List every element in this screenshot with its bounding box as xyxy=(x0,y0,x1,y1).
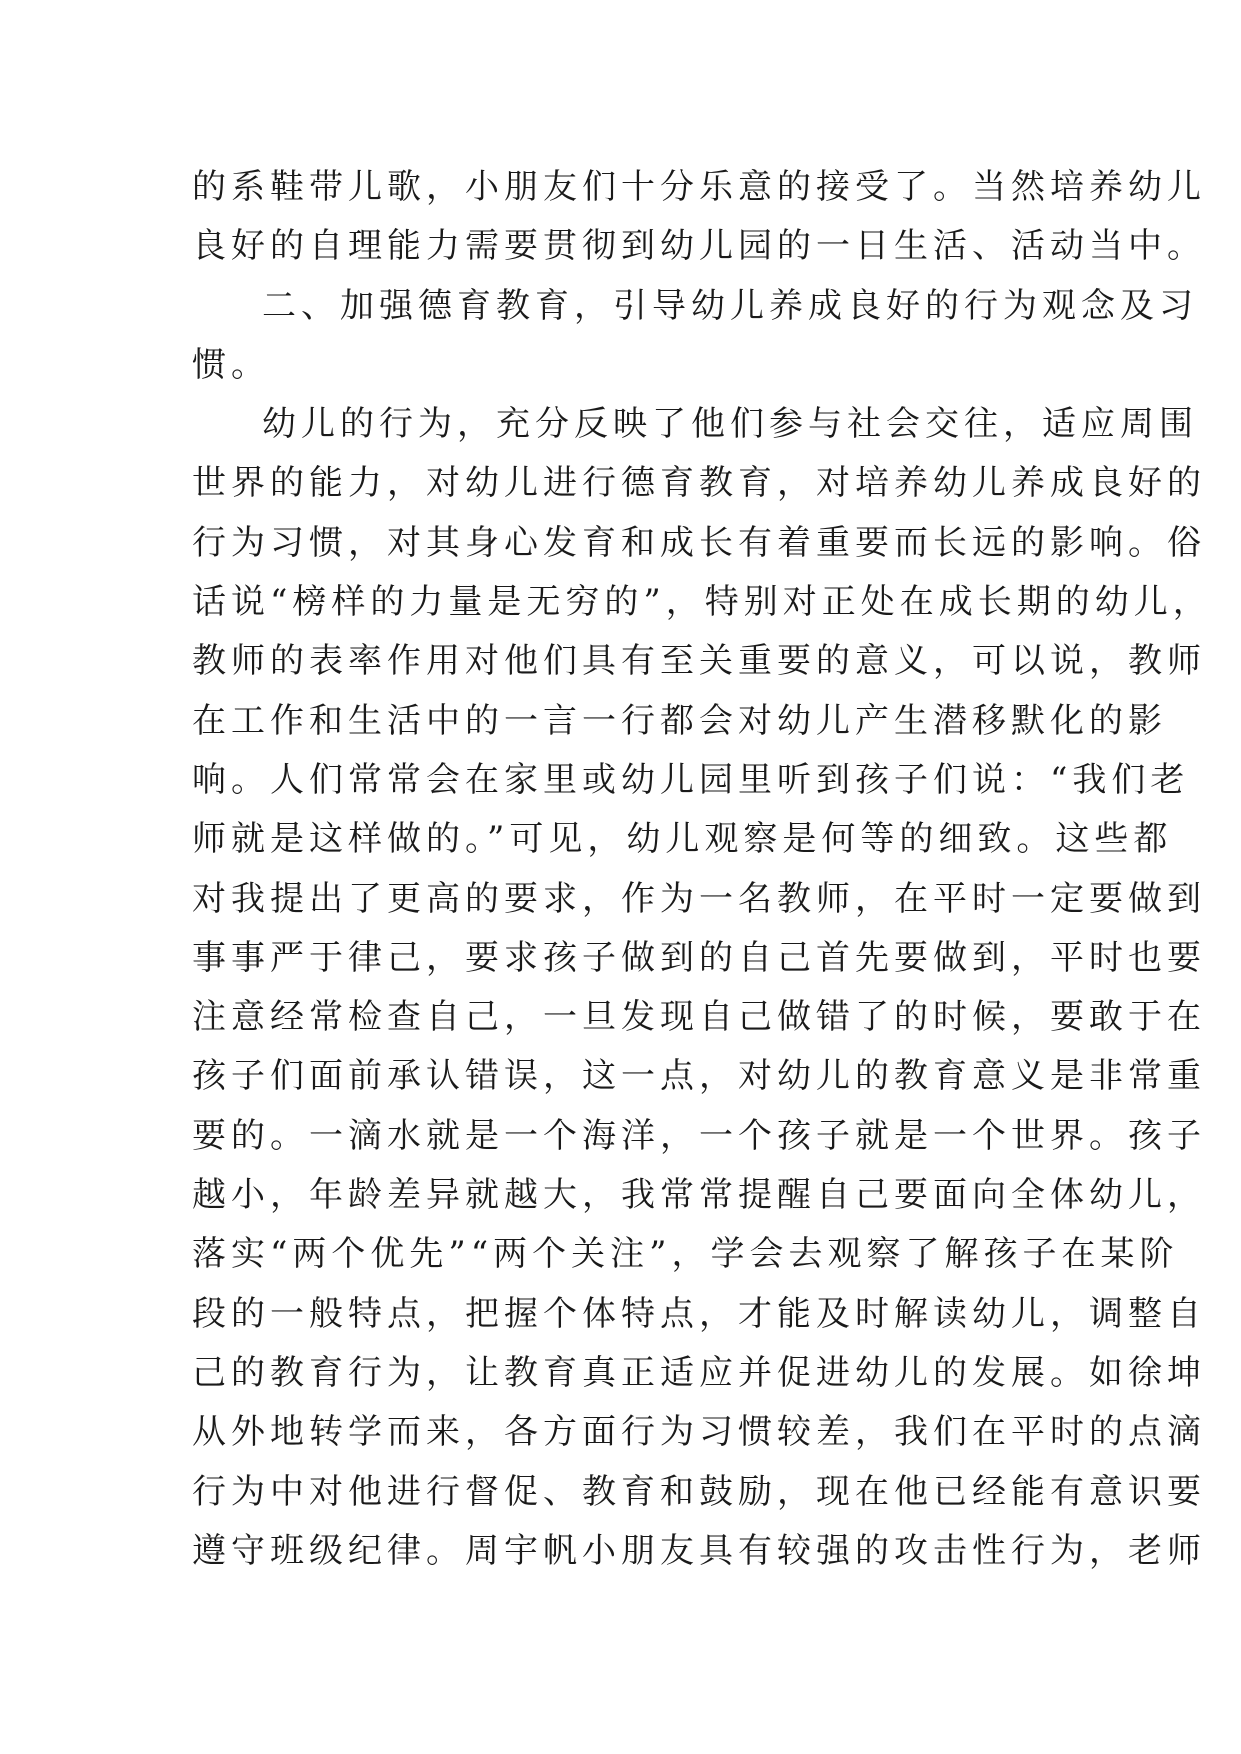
text-line: 行为中对他进行督促、教育和鼓励，现在他已经能有意识要 xyxy=(192,1471,1206,1512)
text-line: 要的。一滴水就是一个海洋，一个孩子就是一个世界。孩子 xyxy=(192,1115,1206,1156)
paragraph-first-line: 幼儿的行为，充分反映了他们参与社会交往，适应周围 xyxy=(262,404,1198,445)
text-line: 话说“榜样的力量是无穷的”，特别对正处在成长期的幼儿， xyxy=(192,582,1212,623)
text-line: 教师的表率作用对他们具有至关重要的意义，可以说，教师 xyxy=(192,641,1206,682)
text-line: 注意经常检查自己，一旦发现自己做错了的时候，要敢于在 xyxy=(192,997,1206,1038)
text-line: 事事严于律己，要求孩子做到的自己首先要做到，平时也要 xyxy=(192,937,1206,978)
section-heading-line: 二、加强德育教育，引导幼儿养成良好的行为观念及习 xyxy=(262,285,1198,326)
text-line: 孩子们面前承认错误，这一点，对幼儿的教育意义是非常重 xyxy=(192,1056,1206,1097)
text-line: 世界的能力，对幼儿进行德育教育，对培养幼儿养成良好的 xyxy=(192,463,1206,504)
text-line: 在工作和生活中的一言一行都会对幼儿产生潜移默化的影 xyxy=(192,700,1167,741)
text-line: 从外地转学而来，各方面行为习惯较差，我们在平时的点滴 xyxy=(192,1412,1206,1453)
text-line: 越小，年龄差异就越大，我常常提醒自己要面向全体幼儿， xyxy=(192,1175,1206,1216)
text-line: 良好的自理能力需要贯彻到幼儿园的一日生活、活动当中。 xyxy=(192,226,1206,267)
text-line: 己的教育行为，让教育真正适应并促进幼儿的发展。如徐坤 xyxy=(192,1352,1206,1393)
text-line: 行为习惯，对其身心发育和成长有着重要而长远的影响。俗 xyxy=(192,522,1206,563)
text-line: 响。人们常常会在家里或幼儿园里听到孩子们说：“我们老 xyxy=(192,759,1190,800)
text-line: 段的一般特点，把握个体特点，才能及时解读幼儿，调整自 xyxy=(192,1293,1206,1334)
text-line: 落实“两个优先”“两个关注”，学会去观察了解孩子在某阶 xyxy=(192,1234,1179,1275)
section-heading-line: 惯。 xyxy=(192,344,270,385)
text-line: 师就是这样做的。”可见，幼儿观察是何等的细致。这些都 xyxy=(192,819,1173,860)
body-text xyxy=(192,158,1212,1581)
text-line: 对我提出了更高的要求，作为一名教师，在平时一定要做到 xyxy=(192,878,1206,919)
text-line: 的系鞋带儿歌，小朋友们十分乐意的接受了。当然培养幼儿 xyxy=(192,167,1206,207)
text-line: 遵守班级纪律。周宇帆小朋友具有较强的攻击性行为，老师 xyxy=(192,1530,1206,1571)
